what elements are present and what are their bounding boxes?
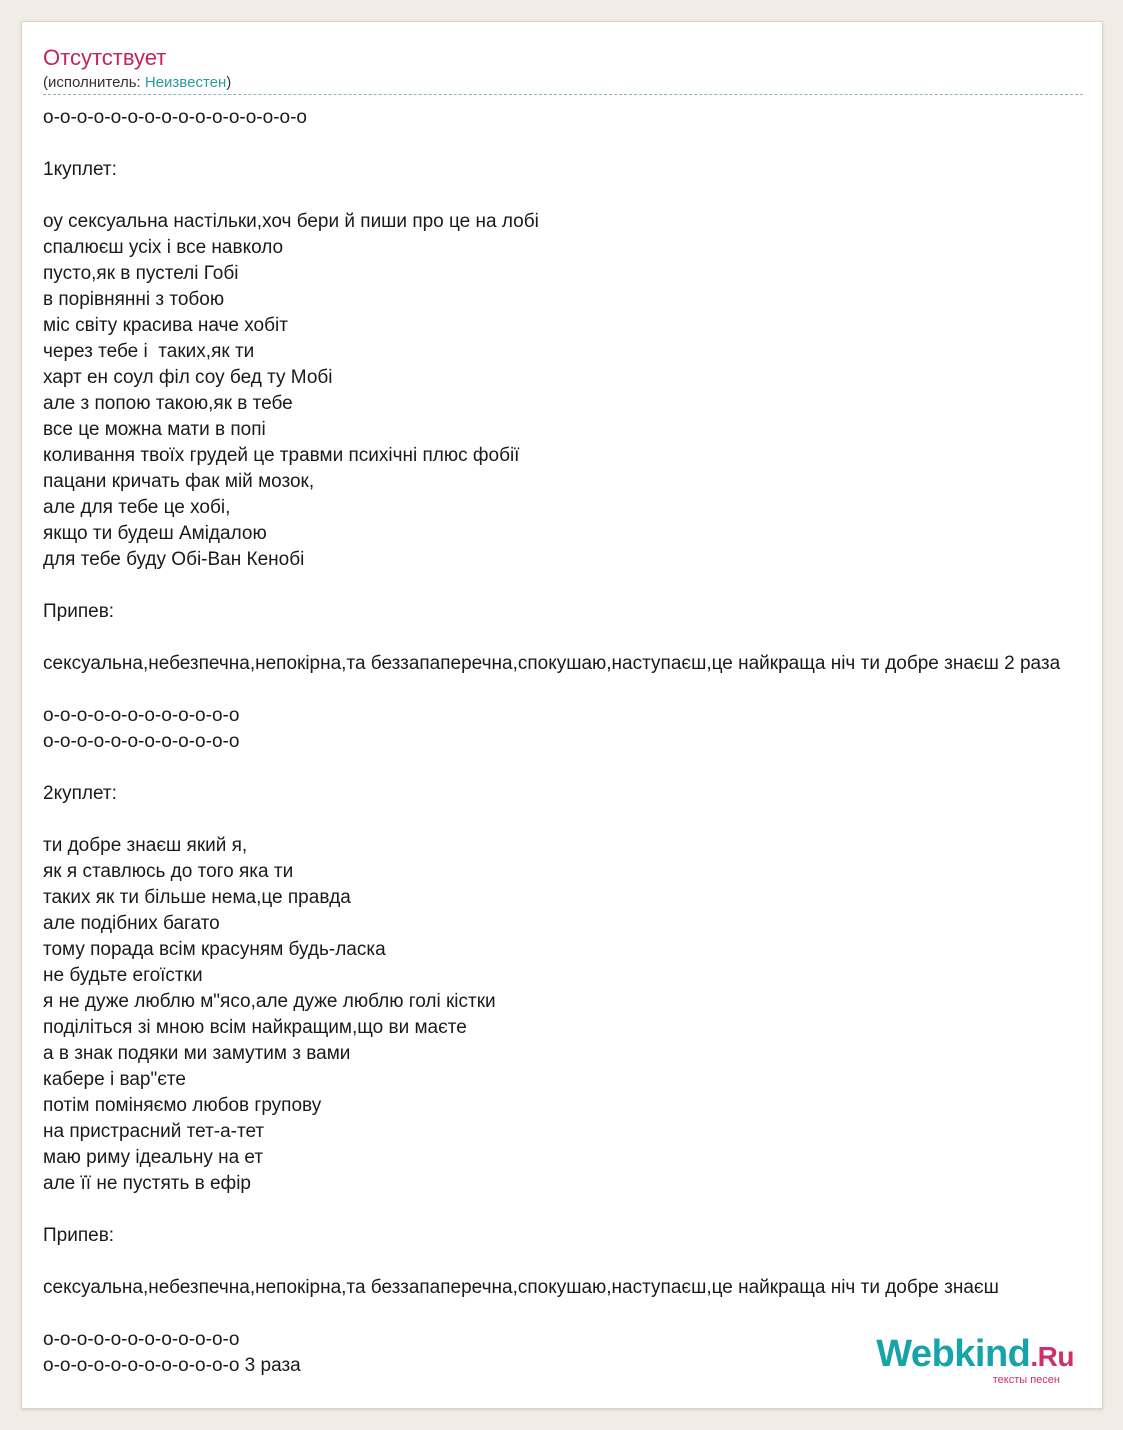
- logo-tagline: тексты песен: [992, 1374, 1060, 1386]
- lyrics-text: о-о-о-о-о-о-о-о-о-о-о-о-о-о-о-о 1куплет: оу сексуальна настільки,хоч бери й пиши про це на лобі спалюєш усіх і все навколо пусто,як в пустелі Гобі в порівнянні з тобою міс світу красива наче хобіт через тебе і таких,як ти харт ен соул філ соу бед ту Мобі але з попою такою,як в тебе все це можна мати в попі коливання твоїх грудей це травми психічні плюс фобії пацани кричать фак мій мозок, але для тебе це хобі, якщо ти будеш Амідалою для тебе буду Обі-Ван Кенобі Припев: сексуальна,небезпечна,непокірна,та беззапаперечна,спокушаю,наступаєш,це найкраща ніч ти добре знаєш 2 раза о-о-о-о-о-о-о-о-о-о-о-о о-о-о-о-о-о-о-о-о-о-о-о 2куплет: ти добре знаєш який я, як я ставлюсь до того яка ти таких як ти більше нема,це правда але подібних багато тому порада всім красуням будь-ласка не будьте егоїстки я не дуже люблю м"ясо,але дуже люблю голі кістки поділіться зі мною всім найкращим,що ви маєте а в знак подяки ми замутим з вами кабере і вар"єте потім поміняємо любов групову на пристрасний тет-а-тет маю риму ідеальну на ет але її не пустять в ефір Припев: сексуальна,небезпечна,непокірна,та беззапаперечна,спокушаю,наступаєш,це найкраща ніч ти добре знаєш о-о-о-о-о-о-о-о-о-о-о-о о-о-о-о-о-о-о-о-о-о-о-о 3 раза: [43, 107, 1061, 1376]
- site-logo[interactable]: [876, 1335, 1074, 1386]
- logo-tld: .Ru: [1030, 1341, 1074, 1372]
- title-divider: [43, 94, 1083, 95]
- song-title: Отсутствует: [43, 45, 167, 70]
- lyrics-card: [21, 21, 1103, 1409]
- logo-name: Webkind: [876, 1333, 1031, 1375]
- artist-suffix: ): [226, 74, 232, 91]
- artist-prefix: (исполнитель:: [43, 74, 145, 91]
- logo-wordmark: [876, 1335, 1074, 1376]
- artist-line: [43, 73, 231, 93]
- artist-link[interactable]: Неизвестен: [144, 74, 227, 91]
